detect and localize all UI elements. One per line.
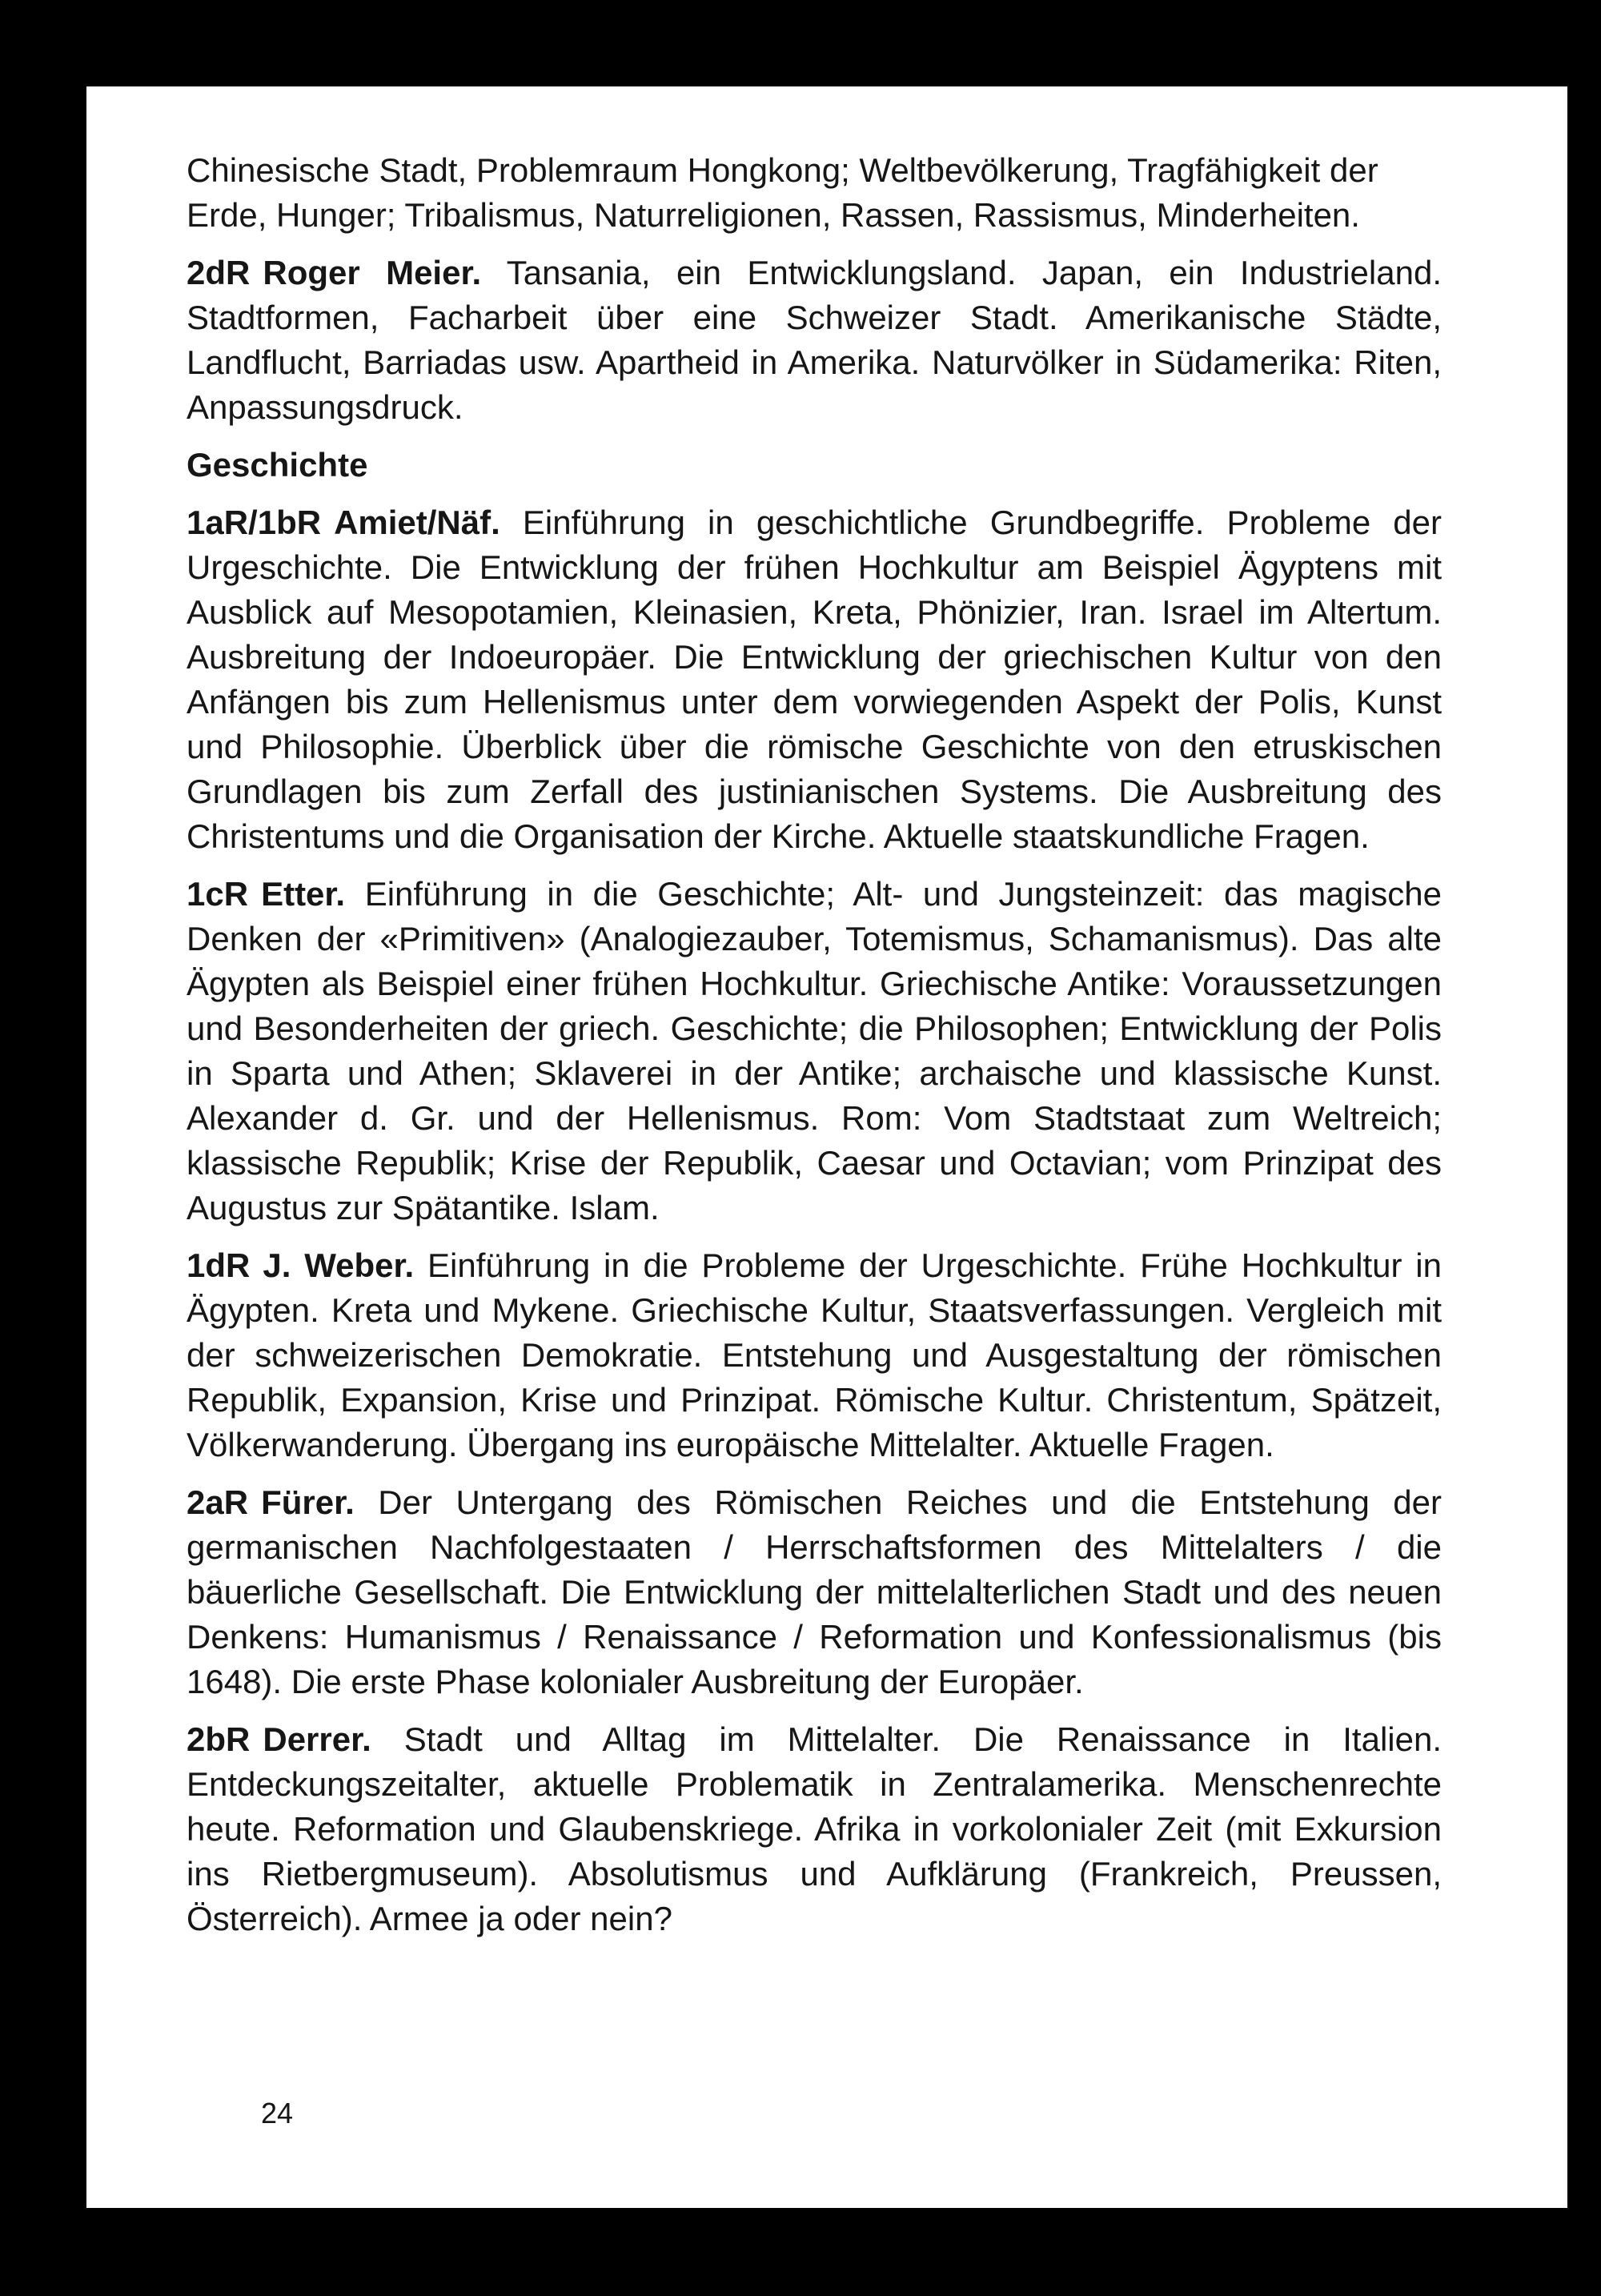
teacher-name: Derrer. <box>263 1720 371 1758</box>
class-code: 1dR <box>187 1246 251 1284</box>
entry-1dR <box>187 1243 1442 1467</box>
entry-text: Der Untergang des Römischen Reiches und die Entstehung der germanischen Nachfolgestaaten / Herrschaftsformen des Mittelalters / die bäuerliche Gesellschaft. Die Entwicklung der mittelalterlichen Stadt und des neuen Denkens: Humanismus / Renaissance / Reformation und Konfessionalismus (bis 1648). Die erste Phase kolonialer Ausbreitung der Europäer. <box>187 1483 1443 1700</box>
entry-1cR <box>187 872 1442 1230</box>
teacher-name: Amiet/Näf. <box>334 504 500 541</box>
class-code: 2bR <box>187 1720 251 1758</box>
class-code: 2aR <box>187 1483 249 1521</box>
page-content <box>187 148 1442 1954</box>
entry-2dR <box>187 251 1442 430</box>
entry-text: Einführung in die Probleme der Urgeschichte. Frühe Hochkultur in Ägypten. Kreta und Mykene. Griechische Kultur, Staatsverfassungen. Vergleich mit der schweizerischen Demokratie. Entstehung und Ausgestaltung der römischen Republik, Expansion, Krise und Prinzipat. Römische Kultur. Christentum, Spätzeit, Völkerwanderung. Übergang ins europäische Mittelalter. Aktuelle Fragen. <box>187 1246 1442 1463</box>
entry-text: Einführung in die Geschichte; Alt- und Jungsteinzeit: das magische Denken der «Primitiven» (Analogiezauber, Totemismus, Schamanismus). Das alte Ägypten als Beispiel einer frühen Hochkultur. Griechische Antike: Voraussetzungen und Besonderheiten der griech. Geschichte; die Philosophen; Entwicklung der Polis in Sparta und Athen; Sklaverei in der Antike; archaische und klassische Kunst. Alexander d. Gr. und der Hellenismus. Rom: Vom Stadtstaat zum Weltreich; klassische Republik; Krise der Republik, Caesar und Octavian; vom Prinzipat des Augustus zur Spätantike. Islam. <box>187 875 1442 1226</box>
teacher-name: J. Weber. <box>263 1246 415 1284</box>
class-code: 2dR <box>187 254 251 291</box>
page-number: 24 <box>261 2097 294 2129</box>
teacher-name: Fürer. <box>261 1483 355 1521</box>
entry-text: Stadt und Alltag im Mittelalter. Die Renaissance in Italien. Entdeckungszeitalter, aktuelle Problematik in Zentralamerika. Menschenrechte heute. Reformation und Glaubenskriege. Afrika in vorkolonialer Zeit (mit Exkursion ins Rietbergmuseum). Absolutismus und Aufklärung (Frankreich, Preussen, Österreich). Armee ja oder nein? <box>187 1720 1442 1937</box>
entry-text: Tansania, ein Entwicklungsland. Japan, ein Industrieland. Stadtformen, Facharbeit über eine Schweizer Stadt. Amerikanische Städte, Landflucht, Barriadas usw. Apartheid in Amerika. Naturvölker in Südamerika: Riten, Anpassungsdruck. <box>187 254 1442 426</box>
class-code: 1cR <box>187 875 249 913</box>
entry-1aR-1bR <box>187 500 1442 859</box>
section-heading: Geschichte <box>187 446 368 484</box>
entry-text: Einführung in geschichtliche Grundbegriffe. Probleme der Urgeschichte. Die Entwicklung der frühen Hochkultur am Beispiel Ägyptens mit Ausblick auf Mesopotamien, Kleinasien, Kreta, Phönizier, Iran. Israel im Altertum. Ausbreitung der Indoeuropäer. Die Entwicklung der griechischen Kultur von den Anfängen bis zum Hellenismus unter dem vorwiegenden Aspekt der Polis, Kunst und Philosophie. Überblick über die römische Geschichte von den etruskischen Grundlagen bis zum Zerfall des justinianischen Systems. Die Ausbreitung des Christentums und die Organisation der Kirche. Aktuelle staatskundliche Fragen. <box>187 504 1443 855</box>
entry-2aR <box>187 1480 1442 1704</box>
class-code: 1aR/1bR <box>187 504 322 541</box>
continuation-paragraph: Chinesische Stadt, Problemraum Hongkong; Weltbevölkerung, Tragfähigkeit der Erde, Hunger; Tribalismus, Naturreligionen, Rassen, Rassismus, Minderheiten. <box>187 151 1378 234</box>
entry-2bR <box>187 1717 1442 1941</box>
teacher-name: Roger Meier. <box>263 254 482 291</box>
teacher-name: Etter. <box>261 875 346 913</box>
